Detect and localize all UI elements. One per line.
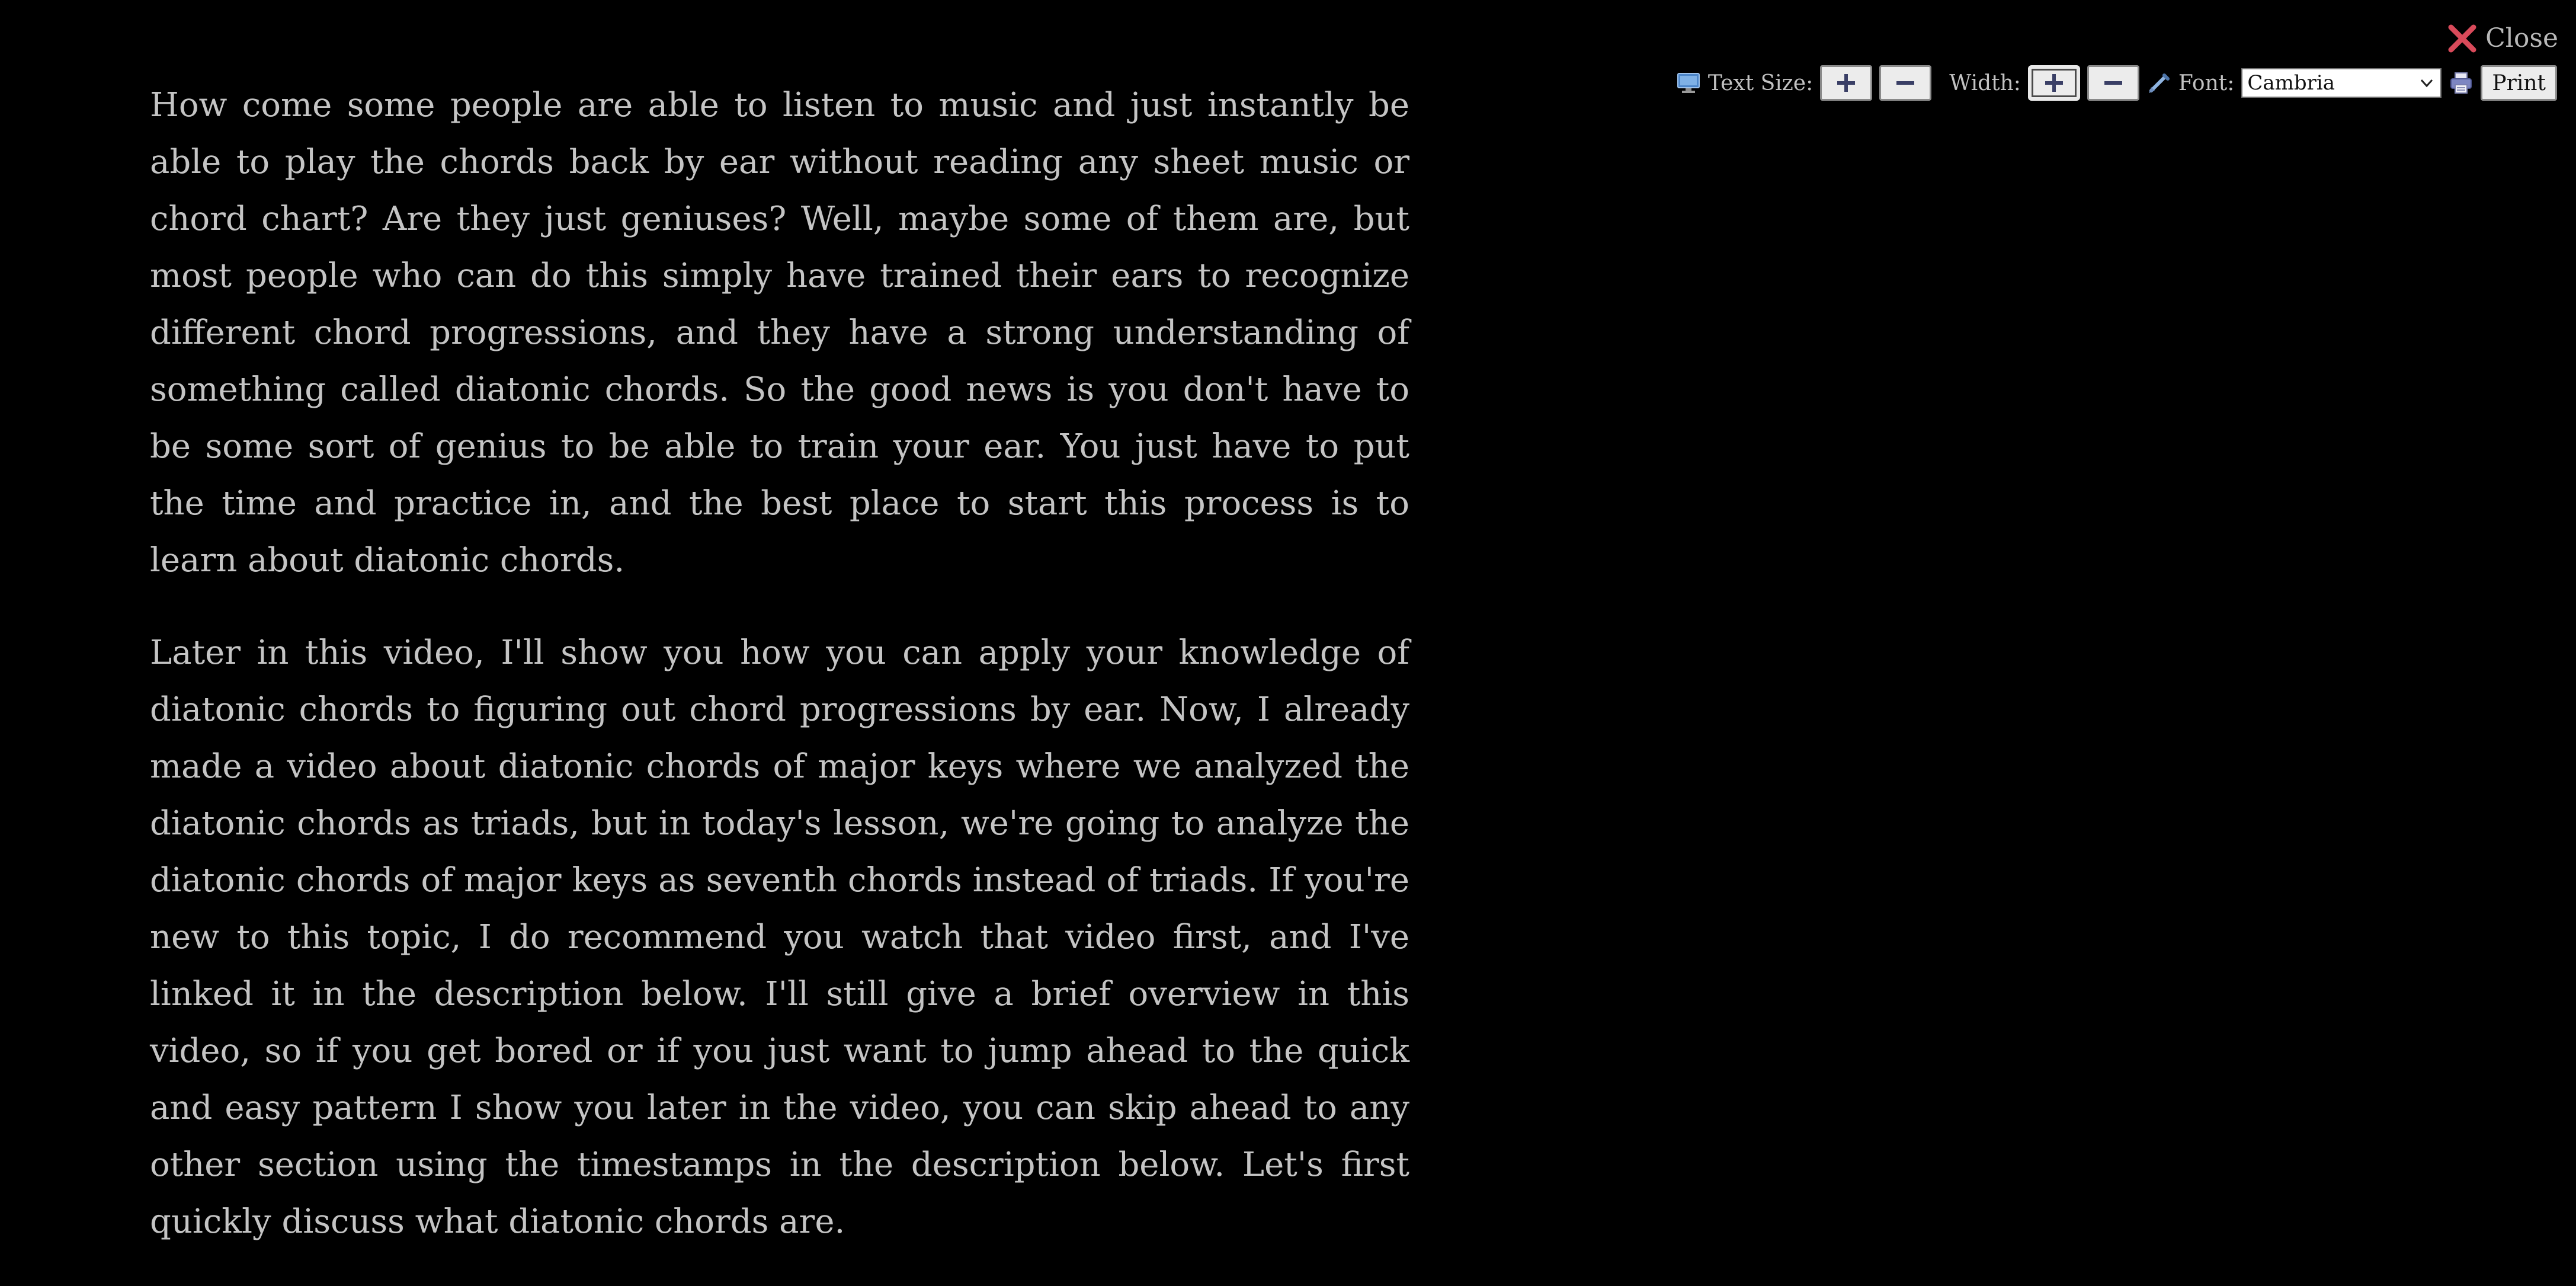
text-size-increase-button[interactable] <box>1820 65 1872 101</box>
article-body <box>150 77 1409 1286</box>
print-button[interactable] <box>2481 65 2557 101</box>
printer-icon <box>2449 71 2474 95</box>
plus-icon <box>1834 71 1858 95</box>
text-size-decrease-button[interactable] <box>1879 65 1931 101</box>
print-label: Print <box>2492 71 2546 95</box>
close-button[interactable] <box>2446 23 2558 55</box>
pen-icon <box>2146 71 2171 95</box>
article-paragraph: How come some people are able to listen to music and just instantly be able to play the chords back by ear without reading any sheet music or chord chart? Are they just geniuses? Well, maybe some of them are, but most people who can do this simply have trained their ears to recognize different chord progressions, and they have a strong understanding of something called diatonic chords. So the good news is you don't have to be some sort of genius to be able to train your ear. You just have to put the time and practice in, and the best place to start this process is to learn about diatonic chords. <box>150 86 1409 580</box>
monitor-icon <box>1676 71 1701 95</box>
chevron-down-icon <box>2418 74 2436 92</box>
width-decrease-button[interactable] <box>2087 65 2139 101</box>
close-x-icon <box>2446 23 2478 55</box>
font-select-value: Cambria <box>2247 71 2335 95</box>
font-select[interactable] <box>2241 68 2442 98</box>
font-label: Font: <box>2178 71 2235 95</box>
plus-icon <box>2042 71 2066 95</box>
close-label: Close <box>2485 23 2558 53</box>
width-label: Width: <box>1949 71 2021 95</box>
article-paragraph: Later in this video, I'll show you how you can apply your knowledge of diatonic chords to figuring out chord progressions by ear. Now, I already made a video about diatonic chords of major keys where we analyzed the diatonic chords as triads, but in today's lesson, we're going to analyze the diatonic chords of major keys as seventh chords instead of triads. If you're new to this topic, I do recommend you watch that video first, and I've linked it in the description below. I'll still give a brief overview in this video, so if you get bored or if you just want to jump ahead to the quick and easy pattern I show you later in the video, you can skip ahead to any other section using the timestamps in the description below. Let's first quickly discuss what diatonic chords are. <box>150 634 1409 1241</box>
text-size-label: Text Size: <box>1707 71 1814 95</box>
minus-icon <box>2101 71 2125 95</box>
reader-toolbar <box>1676 65 2557 101</box>
minus-icon <box>1893 71 1917 95</box>
width-increase-button[interactable] <box>2028 65 2080 101</box>
